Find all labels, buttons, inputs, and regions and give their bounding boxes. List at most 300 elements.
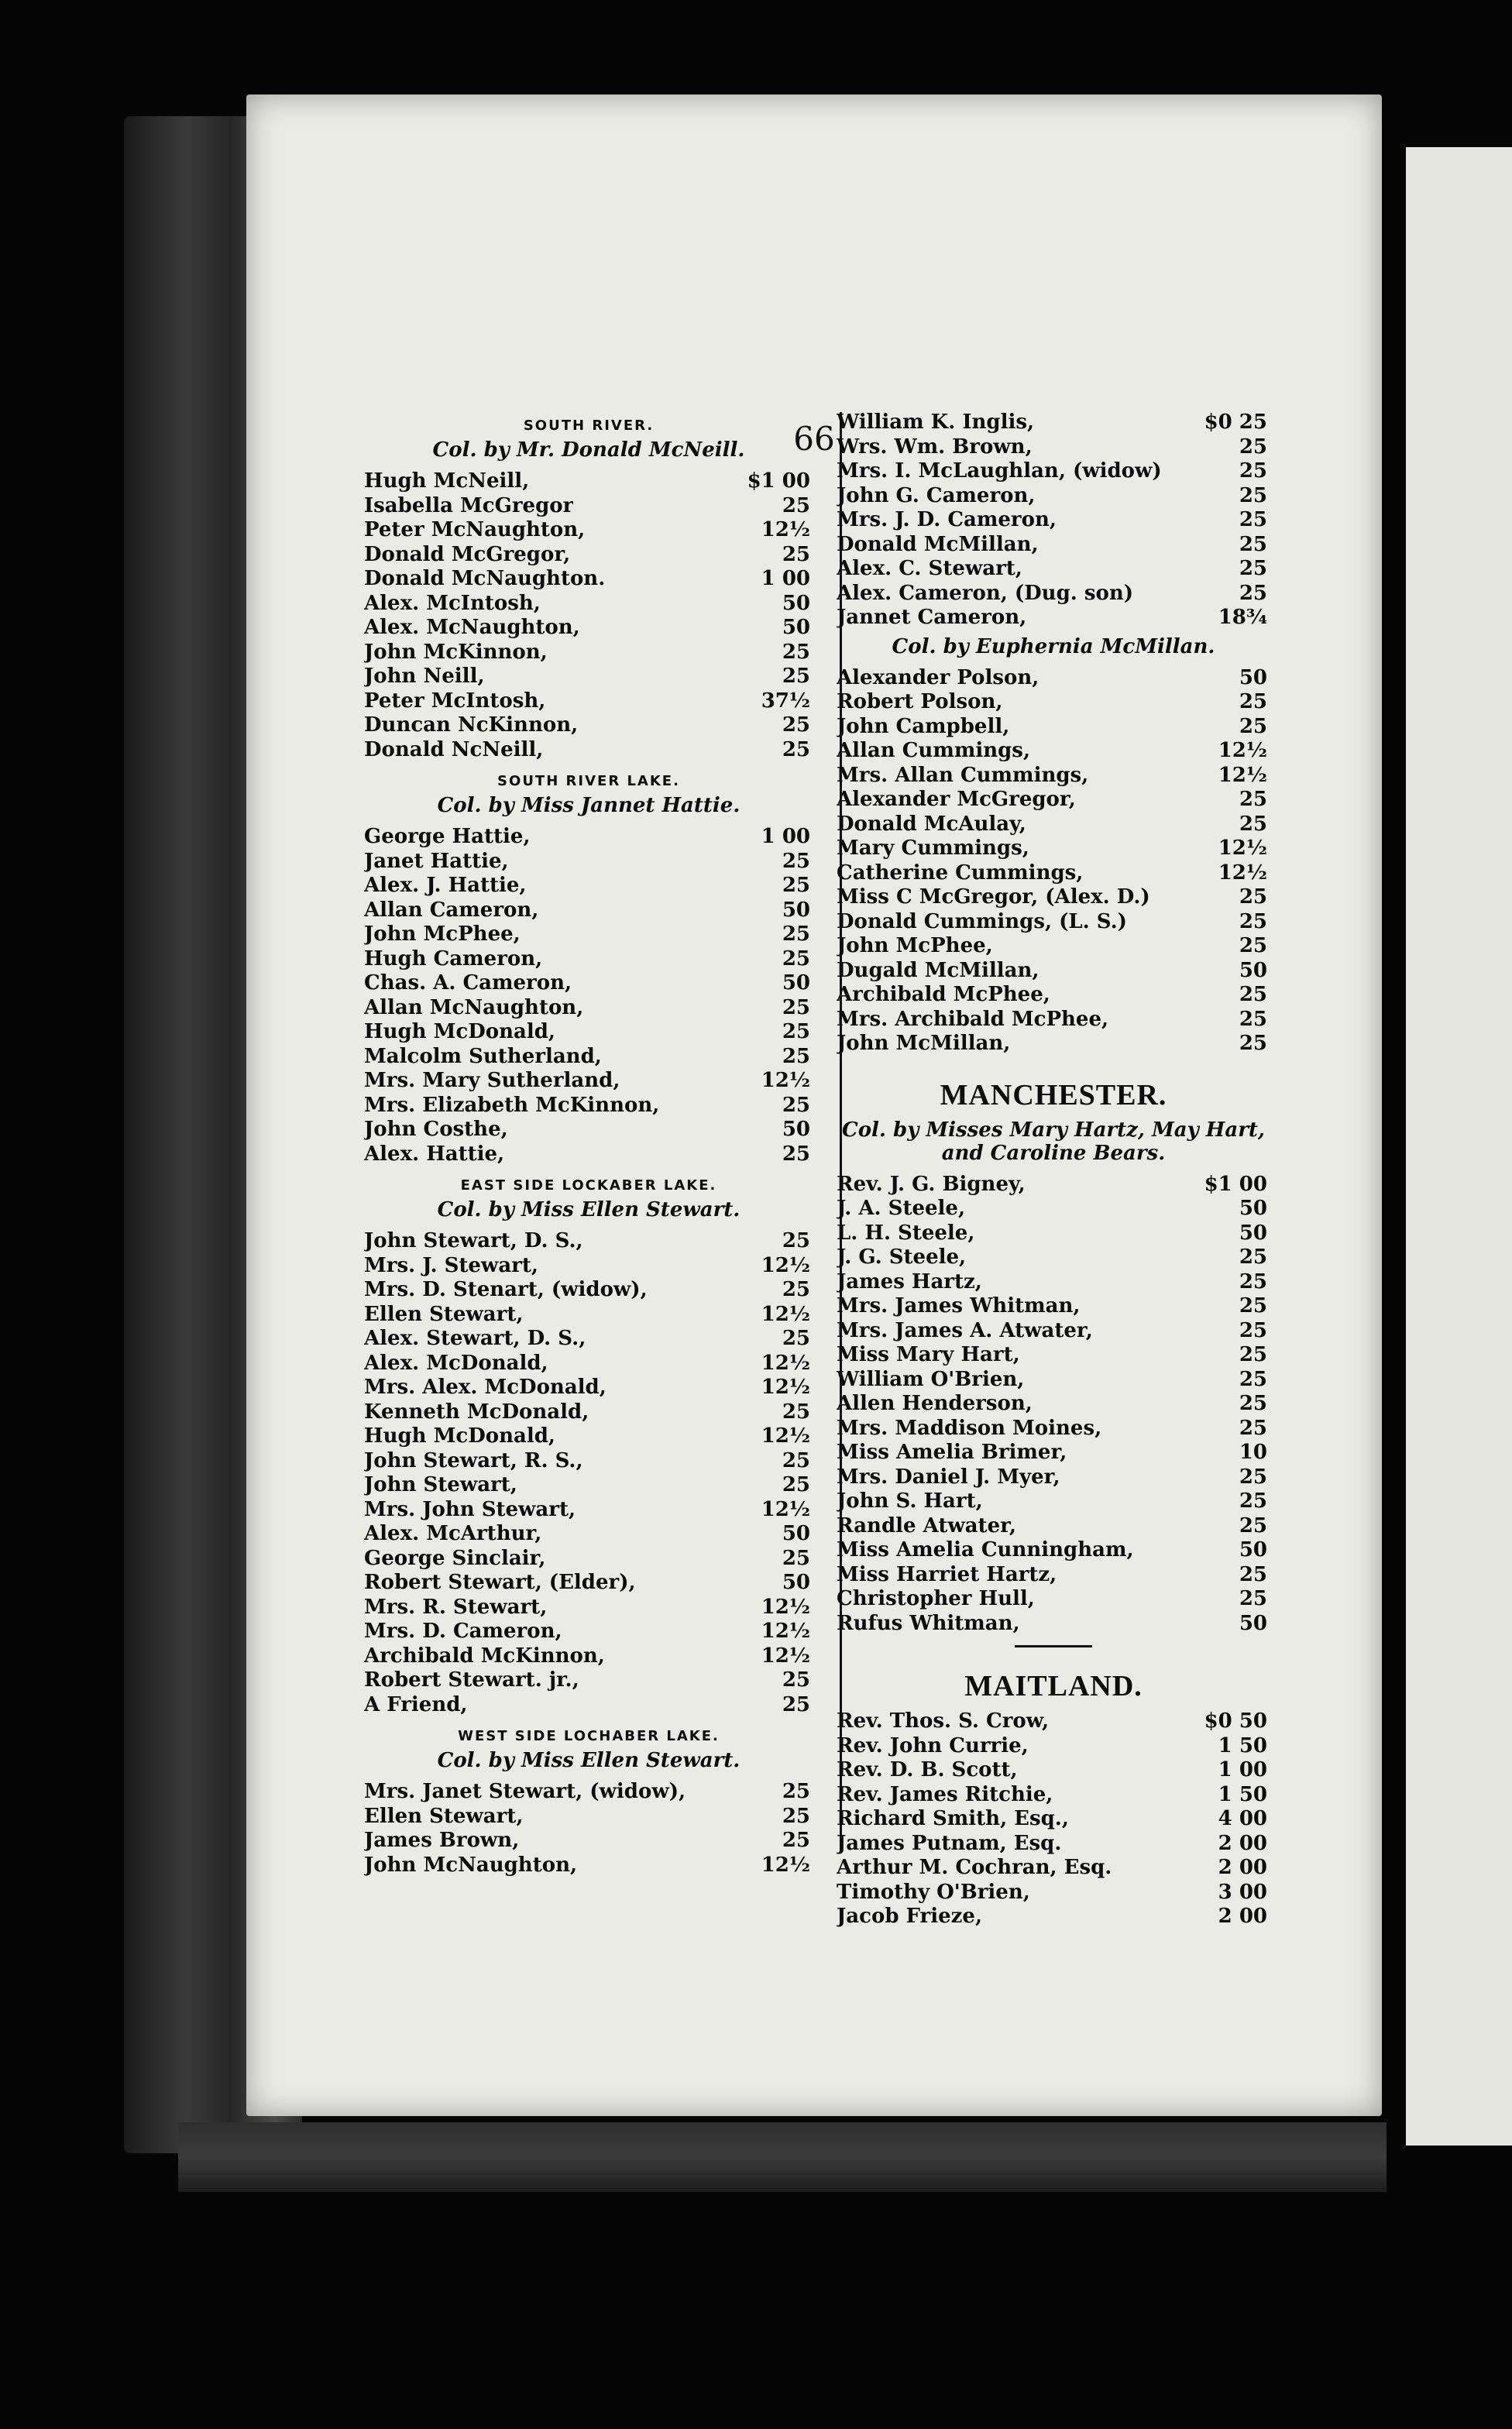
list-item <box>837 484 1270 509</box>
donor-name: Randle Atwater, <box>837 1513 1016 1537</box>
donor-name: Alex. Hattie, <box>364 1142 505 1166</box>
donation-amount: 12½ <box>761 1853 810 1877</box>
donation-amount: 25 <box>782 1278 810 1301</box>
donation-amount: 2 00 <box>1218 1831 1267 1855</box>
donor-name: Christopher Hull, <box>837 1587 1035 1610</box>
donation-amount: 25 <box>782 1829 810 1852</box>
donor-name: Mrs. James Whitman, <box>837 1294 1081 1318</box>
list-item <box>837 1032 1270 1056</box>
list-item <box>837 1832 1270 1857</box>
list-item <box>364 1118 813 1142</box>
donor-name: Robert Polson, <box>837 690 1003 713</box>
donor-name: John Stewart, D. S., <box>364 1229 583 1252</box>
donor-name: Janet Hattie, <box>364 849 509 873</box>
list-item <box>837 533 1270 558</box>
donor-name: Mary Cummings, <box>837 837 1029 860</box>
donor-name: Allan McNaughton, <box>364 995 584 1019</box>
donation-amount: 12½ <box>1218 763 1267 787</box>
list-item <box>364 971 813 996</box>
donation-amount: 1 50 <box>1218 1733 1267 1757</box>
list-item <box>364 469 813 494</box>
donor-name: Mrs. Janet Stewart, (widow), <box>364 1780 686 1803</box>
donor-name: J. G. Steele, <box>837 1245 967 1269</box>
list-item <box>837 1905 1270 1929</box>
list-item <box>364 1547 813 1572</box>
donation-amount: 25 <box>1239 581 1267 605</box>
list-item <box>364 1620 813 1644</box>
list-item <box>837 459 1270 484</box>
donor-name: Jacob Frieze, <box>837 1905 983 1928</box>
donor-name: Mrs. J. Stewart, <box>364 1253 538 1277</box>
list-item <box>364 874 813 898</box>
list-item <box>837 934 1270 959</box>
donor-name: Donald NcNeill, <box>364 737 544 761</box>
donation-amount: 2 00 <box>1218 1856 1267 1879</box>
donation-amount: 50 <box>782 971 810 995</box>
donor-name: Mrs. R. Stewart, <box>364 1595 548 1619</box>
list-item <box>364 1352 813 1376</box>
list-item <box>364 1668 813 1693</box>
donation-amount: 25 <box>782 1473 810 1496</box>
donor-name: John McNaughton, <box>364 1853 578 1877</box>
donation-amount: 25 <box>1239 788 1267 811</box>
list-item <box>837 582 1270 606</box>
donor-name: L. H. Steele, <box>837 1221 975 1245</box>
list-item <box>364 616 813 641</box>
list-item <box>837 1008 1270 1032</box>
donor-name: Allan Cameron, <box>364 898 539 922</box>
list-item <box>837 910 1270 935</box>
list-item <box>837 1392 1270 1417</box>
donor-name: Duncan NcKinnon, <box>364 713 579 737</box>
list-item <box>837 1709 1270 1734</box>
list-item <box>364 1278 813 1303</box>
donation-amount: 12½ <box>761 1069 810 1092</box>
donor-name: John Neill, <box>364 665 485 688</box>
donation-amount: 12½ <box>1218 739 1267 762</box>
donor-name: Donald McAulay, <box>837 812 1026 836</box>
donor-name: Alexander Polson, <box>837 665 1040 689</box>
donor-name: Wrs. Wm. Brown, <box>837 435 1033 459</box>
donor-name: John Stewart, R. S., <box>364 1448 583 1472</box>
donor-name: John McPhee, <box>837 934 993 957</box>
donor-name: Alex. McDonald, <box>364 1351 548 1375</box>
list-item <box>837 1294 1270 1319</box>
donation-amount: 12½ <box>761 1620 810 1643</box>
donation-amount: 50 <box>782 1522 810 1545</box>
donation-amount: 25 <box>1239 1416 1267 1440</box>
right-column <box>837 411 1270 1929</box>
donation-amount: 25 <box>782 922 810 946</box>
section-title: WEST SIDE LOCHABER LAKE. <box>458 1728 720 1744</box>
list-item <box>364 922 813 947</box>
donation-amount: 12½ <box>761 1253 810 1277</box>
donation-amount: 25 <box>1239 983 1267 1006</box>
list-item <box>364 996 813 1021</box>
list-item <box>364 1854 813 1878</box>
list-item <box>364 1829 813 1854</box>
list-item <box>364 641 813 665</box>
list-item <box>837 1612 1270 1637</box>
page-number: 66 <box>793 420 835 458</box>
list-item <box>837 666 1270 691</box>
donation-amount: 25 <box>1239 1465 1267 1489</box>
list-item <box>364 713 813 738</box>
donor-name: Hugh McNeill, <box>364 469 530 493</box>
donor-name: Mrs. D. Stenart, (widow), <box>364 1278 648 1301</box>
donation-amount: 25 <box>1239 1367 1267 1391</box>
donation-amount: 25 <box>782 1780 810 1803</box>
list-item <box>364 1229 813 1254</box>
list-item <box>837 1881 1270 1905</box>
donor-name: Alexander McGregor, <box>837 788 1076 811</box>
list-item <box>837 1270 1270 1295</box>
list-item <box>837 1173 1270 1197</box>
donor-name: J. A. Steele, <box>837 1197 966 1220</box>
list-item <box>837 1734 1270 1759</box>
donor-name: Mrs. Allan Cummings, <box>837 763 1089 787</box>
donor-name: Rev. Thos. S. Crow, <box>837 1709 1050 1733</box>
list-item <box>364 1254 813 1279</box>
section-separator <box>1015 1645 1092 1647</box>
donation-amount: 25 <box>782 1327 810 1350</box>
donation-amount: 37½ <box>761 689 810 713</box>
donor-name: Mrs. John Stewart, <box>364 1497 576 1521</box>
donor-name: Timothy O'Brien, <box>837 1880 1030 1904</box>
book-binding-bottom <box>178 2122 1387 2192</box>
donor-name: Mrs. James A. Atwater, <box>837 1318 1093 1342</box>
donation-amount: 1 00 <box>761 567 810 590</box>
donation-amount: $0 50 <box>1204 1709 1267 1733</box>
list-item <box>837 606 1270 630</box>
donation-amount: 12½ <box>1218 837 1267 860</box>
donation-amount: 25 <box>1239 909 1267 933</box>
donation-amount: 25 <box>782 713 810 737</box>
collector-line: Col. by Mr. Donald McNeill. <box>432 438 745 462</box>
donation-amount: 25 <box>782 737 810 761</box>
collector-line: Col. by Euphernia McMillan. <box>892 634 1215 658</box>
donation-amount: 25 <box>1239 1587 1267 1610</box>
donation-amount: 25 <box>782 1142 810 1166</box>
donor-name: Mrs. D. Cameron, <box>364 1620 562 1643</box>
list-item <box>837 1587 1270 1612</box>
list-item <box>837 1465 1270 1490</box>
list-item <box>837 1856 1270 1881</box>
donation-amount: 12½ <box>761 1595 810 1619</box>
donation-amount: 25 <box>1239 934 1267 957</box>
list-item <box>837 1221 1270 1246</box>
list-item <box>837 813 1270 837</box>
donor-name: George Sinclair, <box>364 1546 546 1570</box>
list-item <box>364 1522 813 1547</box>
donation-amount: 50 <box>782 1571 810 1594</box>
donor-name: Mrs. Mary Sutherland, <box>364 1069 620 1092</box>
donation-amount: 12½ <box>761 1376 810 1399</box>
donor-name: Ellen Stewart, <box>364 1804 524 1828</box>
donor-name: Rufus Whitman, <box>837 1611 1020 1635</box>
donation-amount: 1 00 <box>761 825 810 848</box>
donor-name: Alex. McIntosh, <box>364 591 541 615</box>
donation-amount: 18¾ <box>1218 606 1267 629</box>
donor-name: Alex. Cameron, (Dug. son) <box>837 581 1134 605</box>
donor-name: Allan Cummings, <box>837 739 1030 762</box>
donor-name: Catherine Cummings, <box>837 861 1084 885</box>
collector-line: Col. by Miss Ellen Stewart. <box>437 1749 741 1772</box>
donation-amount: 50 <box>1239 665 1267 689</box>
donation-amount: 25 <box>1239 1489 1267 1513</box>
donation-amount: 25 <box>782 1448 810 1472</box>
donation-amount: 25 <box>1239 1513 1267 1537</box>
list-item <box>837 1368 1270 1393</box>
donation-amount: 12½ <box>761 1497 810 1521</box>
list-item <box>837 435 1270 460</box>
donation-amount: 25 <box>782 665 810 688</box>
donor-name: Donald McMillan, <box>837 532 1039 556</box>
donor-name: Donald Cummings, (L. S.) <box>837 909 1127 933</box>
donation-amount: 25 <box>1239 1032 1267 1055</box>
donation-amount: 25 <box>782 542 810 566</box>
donation-amount: 25 <box>1239 812 1267 836</box>
donation-amount: 25 <box>1239 1269 1267 1294</box>
list-item <box>364 1020 813 1045</box>
list-item <box>364 1094 813 1118</box>
donation-amount: $1 00 <box>747 469 810 493</box>
left-column <box>364 407 813 1878</box>
donation-amount: 12½ <box>761 1351 810 1375</box>
list-item <box>837 411 1270 435</box>
donor-name: James Putnam, Esq. <box>837 1831 1062 1855</box>
list-item <box>364 1142 813 1167</box>
donor-name: Mrs. Elizabeth McKinnon, <box>364 1093 660 1117</box>
list-item <box>364 1805 813 1829</box>
donation-amount: 2 00 <box>1218 1905 1267 1928</box>
donation-amount: 25 <box>1239 508 1267 531</box>
donor-name: Arthur M. Cochran, Esq. <box>837 1856 1112 1879</box>
donation-amount: 25 <box>1239 1007 1267 1031</box>
list-item <box>364 1780 813 1805</box>
list-item <box>364 665 813 689</box>
donor-name: Alex. McArthur, <box>364 1522 542 1545</box>
list-item <box>837 959 1270 984</box>
section-title: MAITLAND. <box>964 1670 1143 1702</box>
donation-amount: 25 <box>782 1229 810 1252</box>
section-title: SOUTH RIVER. <box>523 417 655 434</box>
list-item <box>837 1417 1270 1441</box>
donor-name: Mrs. Daniel J. Myer, <box>837 1465 1060 1489</box>
donor-name: Peter McNaughton, <box>364 518 586 541</box>
donation-amount: 25 <box>782 1020 810 1043</box>
donor-name: John McMillan, <box>837 1032 1011 1055</box>
donor-name: John McKinnon, <box>364 640 548 664</box>
donation-amount: 1 50 <box>1218 1782 1267 1806</box>
donation-amount: $1 00 <box>1204 1172 1267 1196</box>
list-item <box>837 1783 1270 1808</box>
donation-amount: 50 <box>1239 958 1267 982</box>
list-item <box>837 1197 1270 1221</box>
donor-name: Isabella McGregor <box>364 493 574 517</box>
list-item <box>837 983 1270 1008</box>
donation-amount: 50 <box>1239 1538 1267 1562</box>
donation-amount: 25 <box>1239 885 1267 909</box>
list-item <box>364 738 813 763</box>
donor-name: Robert Stewart. jr., <box>364 1668 579 1692</box>
donor-name: James Hartz, <box>837 1269 982 1294</box>
donor-name: Kenneth McDonald, <box>364 1400 589 1424</box>
donor-name: William O'Brien, <box>837 1367 1025 1391</box>
donation-amount: 50 <box>782 898 810 922</box>
list-item <box>837 1441 1270 1465</box>
donor-name: Miss Harriet Hartz, <box>837 1562 1057 1586</box>
donor-name: Alex. J. Hattie, <box>364 874 527 897</box>
list-item <box>364 518 813 543</box>
collector-line: Col. by Miss Ellen Stewart. <box>437 1198 741 1221</box>
list-item <box>364 1596 813 1620</box>
list-item <box>364 825 813 850</box>
donation-amount: 50 <box>782 591 810 615</box>
donor-name: Mrs. I. McLaughlan, (widow) <box>837 459 1162 483</box>
list-item <box>364 898 813 923</box>
donation-amount: 25 <box>1239 1562 1267 1586</box>
donor-name: Richard Smith, Esq., <box>837 1807 1069 1830</box>
donation-amount: 50 <box>782 1118 810 1141</box>
collector-line: Col. by Miss Jannet Hattie. <box>437 794 741 817</box>
donation-amount: 25 <box>1239 1294 1267 1318</box>
donor-name: Donald McGregor, <box>364 542 571 566</box>
next-page-edge <box>1406 147 1512 2146</box>
list-item <box>837 715 1270 740</box>
donation-amount: 25 <box>782 995 810 1019</box>
donor-name: Mrs. Maddison Moines, <box>837 1416 1102 1440</box>
list-item <box>364 1571 813 1596</box>
donation-amount: 25 <box>1239 532 1267 556</box>
list-item <box>364 1693 813 1718</box>
list-item <box>837 837 1270 861</box>
donation-amount: 25 <box>1239 483 1267 507</box>
donor-name: John Stewart, <box>364 1473 517 1496</box>
donation-amount: 25 <box>1239 690 1267 713</box>
donor-name: John S. Hart, <box>837 1489 983 1513</box>
donor-name: John Costhe, <box>364 1118 508 1141</box>
donation-amount: 12½ <box>1218 861 1267 885</box>
donor-name: Malcolm Sutherland, <box>364 1044 602 1068</box>
donation-amount: 50 <box>1239 1221 1267 1245</box>
donor-name: Rev. John Currie, <box>837 1733 1029 1757</box>
donation-amount: 25 <box>782 640 810 664</box>
donor-name: Hugh McDonald, <box>364 1424 555 1448</box>
donation-amount: 25 <box>782 1692 810 1716</box>
donation-amount: 50 <box>782 616 810 639</box>
list-item <box>364 1473 813 1498</box>
donation-amount: 12½ <box>761 1644 810 1668</box>
donor-name: James Brown, <box>364 1829 520 1852</box>
donation-amount: 50 <box>1239 1611 1267 1635</box>
section-title: MANCHESTER. <box>940 1078 1167 1111</box>
list-item <box>364 1424 813 1449</box>
collector-line: Col. by Misses Mary Hartz, May Hart, and Caroline Bears. <box>842 1118 1265 1165</box>
donation-amount: 25 <box>782 1044 810 1068</box>
list-item <box>837 885 1270 910</box>
donation-amount: 25 <box>782 849 810 873</box>
donor-name: Chas. A. Cameron, <box>364 971 572 995</box>
list-item <box>837 861 1270 886</box>
list-item <box>837 1538 1270 1563</box>
donor-name: Peter McIntosh, <box>364 689 546 713</box>
list-item <box>364 689 813 714</box>
list-item <box>837 1807 1270 1832</box>
donor-name: Hugh McDonald, <box>364 1020 555 1043</box>
list-item <box>837 764 1270 788</box>
list-item <box>364 1069 813 1094</box>
list-item <box>837 788 1270 813</box>
list-item <box>364 1449 813 1474</box>
section-title: EAST SIDE LOCKABER LAKE. <box>460 1177 717 1194</box>
donor-name: Miss Mary Hart, <box>837 1343 1020 1366</box>
donation-amount: 25 <box>1239 1343 1267 1366</box>
donor-name: Alex. C. Stewart, <box>837 557 1022 580</box>
list-item <box>837 1319 1270 1344</box>
donor-name: Rev. D. B. Scott, <box>837 1758 1018 1781</box>
list-item <box>837 1245 1270 1270</box>
donor-name: Rev. J. G. Bigney, <box>837 1172 1026 1196</box>
donation-amount: 25 <box>1239 1392 1267 1415</box>
donation-amount: 25 <box>782 874 810 897</box>
donation-amount: 25 <box>782 1400 810 1424</box>
donor-name: Ellen Stewart, <box>364 1302 524 1326</box>
list-item <box>364 850 813 874</box>
list-item <box>364 567 813 592</box>
list-item <box>364 1400 813 1425</box>
donor-name: A Friend, <box>364 1692 468 1716</box>
donor-name: Alex. McNaughton, <box>364 616 580 639</box>
donation-amount: 12½ <box>761 1302 810 1326</box>
list-item <box>837 1758 1270 1783</box>
donation-amount: 4 00 <box>1218 1807 1267 1830</box>
donation-amount: 25 <box>1239 1318 1267 1342</box>
donor-name: Dugald McMillan, <box>837 958 1040 982</box>
donor-name: Archibald McKinnon, <box>364 1644 605 1668</box>
donation-amount: 1 00 <box>1218 1758 1267 1781</box>
donation-amount: 25 <box>782 493 810 517</box>
section-title: SOUTH RIVER LAKE. <box>497 773 680 789</box>
donation-amount: 25 <box>1239 459 1267 483</box>
list-item <box>837 1514 1270 1539</box>
donor-name: Donald McNaughton. <box>364 567 606 590</box>
donation-amount: 25 <box>782 1093 810 1117</box>
donor-name: John G. Cameron, <box>837 483 1036 507</box>
donation-amount: 25 <box>782 947 810 971</box>
donor-name: Mrs. J. D. Cameron, <box>837 508 1057 531</box>
list-item <box>837 557 1270 582</box>
donor-name: William K. Inglis, <box>837 411 1035 434</box>
list-item <box>364 1327 813 1352</box>
donor-name: Mrs. Archibald McPhee, <box>837 1007 1109 1031</box>
donor-name: Miss C McGregor, (Alex. D.) <box>837 885 1150 909</box>
donation-amount: 25 <box>1239 1245 1267 1269</box>
donor-name: John McPhee, <box>364 922 521 946</box>
donor-name: Jannet Cameron, <box>837 606 1027 629</box>
donor-name: Miss Amelia Brimer, <box>837 1441 1067 1464</box>
donation-amount: 25 <box>782 1804 810 1828</box>
list-item <box>837 1563 1270 1588</box>
list-item <box>364 543 813 568</box>
donor-name: Miss Amelia Cunningham, <box>837 1538 1134 1562</box>
donation-amount: 12½ <box>761 1424 810 1448</box>
donor-name: Archibald McPhee, <box>837 983 1050 1006</box>
list-item <box>837 690 1270 715</box>
donor-name: George Hattie, <box>364 825 531 848</box>
donor-name: Hugh Cameron, <box>364 947 543 971</box>
donation-amount: 25 <box>782 1668 810 1692</box>
